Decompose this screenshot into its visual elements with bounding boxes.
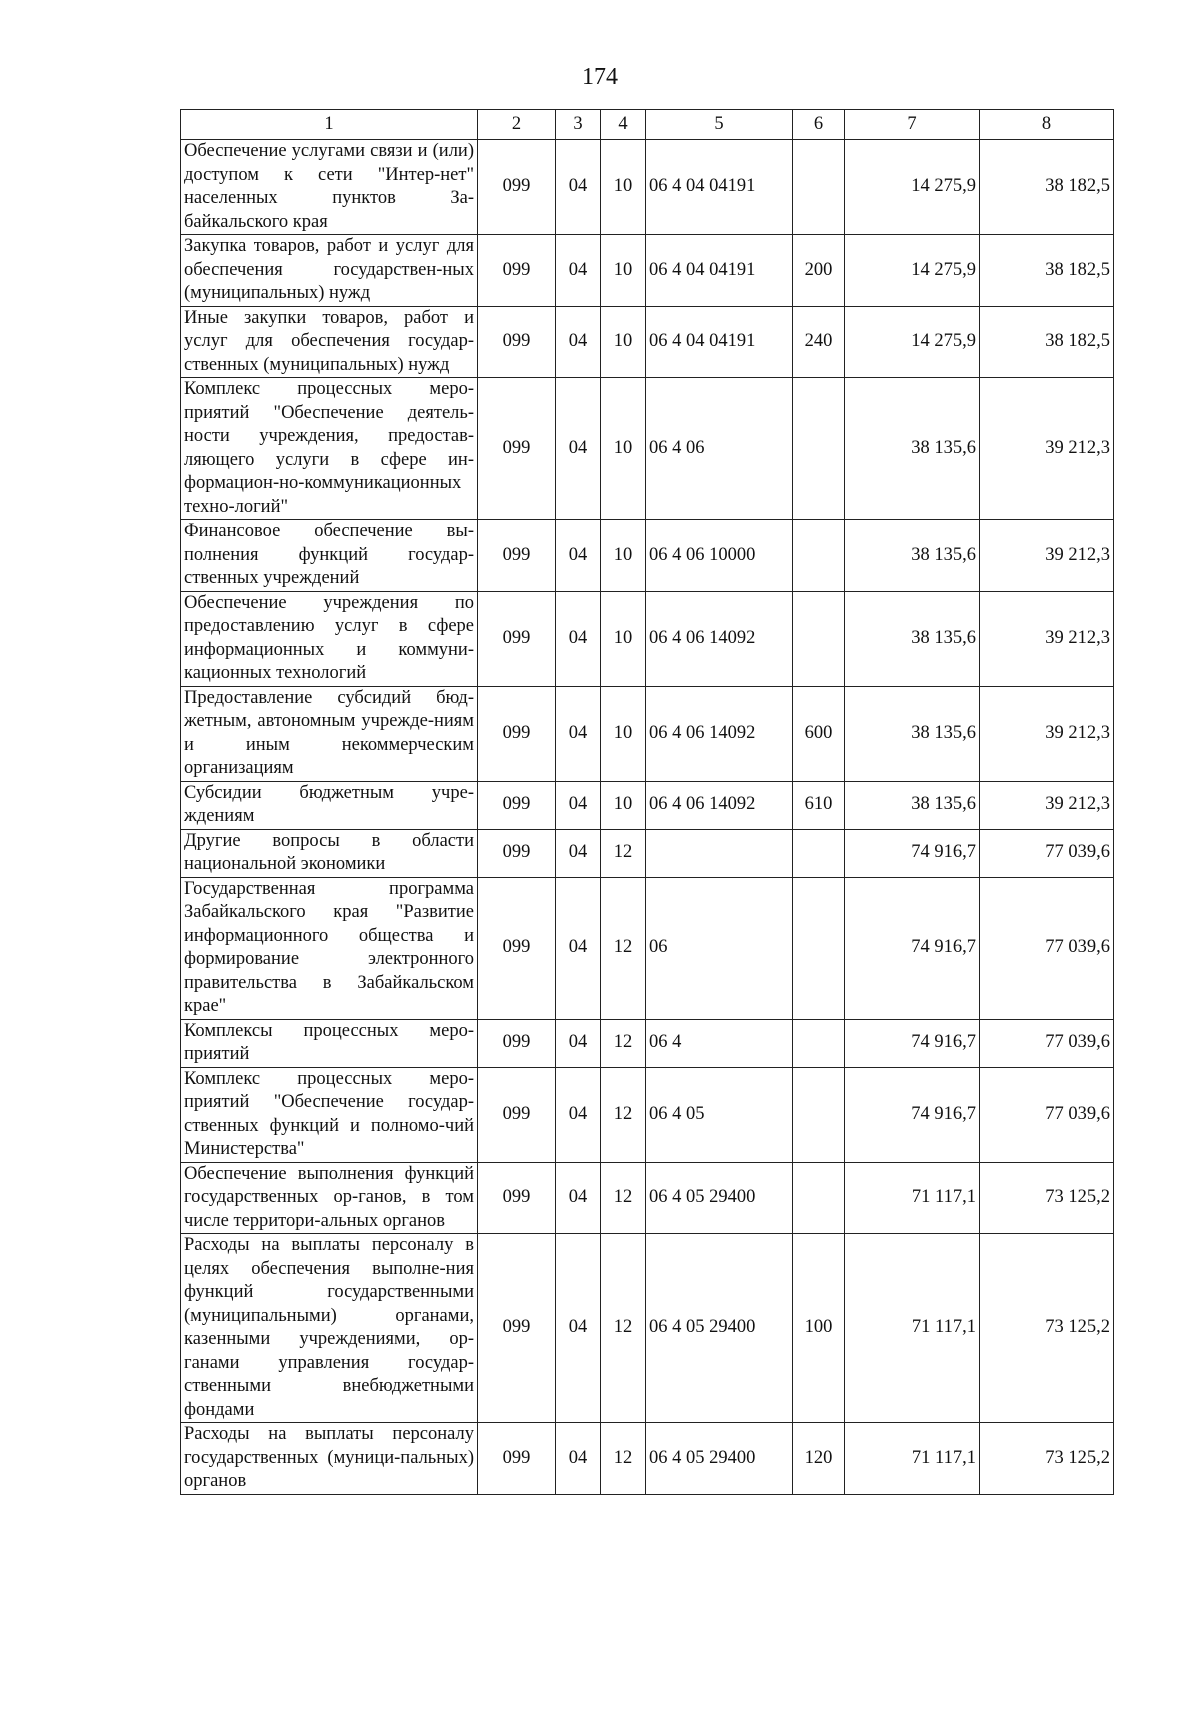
cell-subsection-code: 12 [601,1019,646,1067]
cell-subsection-code: 10 [601,306,646,378]
cell-expense-type: 120 [793,1423,845,1495]
table-row [181,686,1114,781]
table-row [181,378,1114,520]
cell-amount-year-1: 14 275,9 [845,140,980,235]
cell-amount-year-2: 38 182,5 [980,140,1114,235]
cell-target-article: 06 [646,877,793,1019]
page-number: 174 [582,64,618,90]
cell-amount-year-2: 77 039,6 [980,877,1114,1019]
cell-section-code: 04 [556,1423,601,1495]
cell-ministry-code: 099 [478,140,556,235]
cell-expense-type [793,520,845,592]
row-description: Финансовое обеспечение вы-полнения функций государ-ственных учреждений [181,520,478,592]
cell-expense-type [793,1019,845,1067]
cell-expense-type: 600 [793,686,845,781]
cell-target-article: 06 4 06 14092 [646,591,793,686]
table-row [181,877,1114,1019]
cell-expense-type: 240 [793,306,845,378]
cell-subsection-code: 12 [601,877,646,1019]
column-header: 3 [556,110,601,140]
table-row [181,1067,1114,1162]
cell-target-article: 06 4 06 14092 [646,781,793,829]
cell-amount-year-2: 73 125,2 [980,1423,1114,1495]
cell-section-code: 04 [556,686,601,781]
cell-ministry-code: 099 [478,781,556,829]
cell-subsection-code: 10 [601,591,646,686]
table-row [181,1234,1114,1423]
header-row [181,110,1114,140]
cell-ministry-code: 099 [478,1234,556,1423]
cell-expense-type: 610 [793,781,845,829]
cell-section-code: 04 [556,378,601,520]
cell-ministry-code: 099 [478,877,556,1019]
budget-table [180,109,1114,1495]
cell-ministry-code: 099 [478,306,556,378]
cell-section-code: 04 [556,140,601,235]
table-row [181,1162,1114,1234]
cell-section-code: 04 [556,1067,601,1162]
cell-section-code: 04 [556,781,601,829]
row-description: Комплекс процессных меро-приятий "Обеспечение государ-ственных функций и полномо-чий Министерства" [181,1067,478,1162]
cell-amount-year-1: 71 117,1 [845,1423,980,1495]
cell-subsection-code: 12 [601,829,646,877]
row-description: Расходы на выплаты персоналу в целях обеспечения выполне-ния функций государственными (муниципальными) органами, казенными учреждениями, ор-ганами управления государ-ственными внебюджетными фондами [181,1234,478,1423]
cell-target-article: 06 4 04 04191 [646,140,793,235]
cell-amount-year-1: 71 117,1 [845,1162,980,1234]
column-header: 5 [646,110,793,140]
cell-amount-year-2: 73 125,2 [980,1162,1114,1234]
cell-ministry-code: 099 [478,1019,556,1067]
cell-expense-type: 100 [793,1234,845,1423]
cell-target-article: 06 4 05 29400 [646,1162,793,1234]
row-description: Обеспечение услугами связи и (или) доступом к сети "Интер-нет" населенных пунктов За-байкальского края [181,140,478,235]
cell-subsection-code: 10 [601,378,646,520]
row-description: Обеспечение учреждения по предоставлению услуг в сфере информационных и коммуни-кационных технологий [181,591,478,686]
cell-amount-year-1: 38 135,6 [845,520,980,592]
cell-target-article: 06 4 05 [646,1067,793,1162]
column-header: 8 [980,110,1114,140]
cell-amount-year-1: 38 135,6 [845,591,980,686]
cell-ministry-code: 099 [478,378,556,520]
table-row [181,1423,1114,1495]
cell-section-code: 04 [556,235,601,307]
table-row [181,306,1114,378]
cell-section-code: 04 [556,520,601,592]
cell-amount-year-1: 14 275,9 [845,235,980,307]
cell-amount-year-1: 14 275,9 [845,306,980,378]
cell-subsection-code: 12 [601,1234,646,1423]
cell-target-article: 06 4 05 29400 [646,1234,793,1423]
row-description: Другие вопросы в области национальной экономики [181,829,478,877]
table-row [181,235,1114,307]
cell-target-article: 06 4 04 04191 [646,306,793,378]
cell-subsection-code: 10 [601,686,646,781]
cell-amount-year-1: 74 916,7 [845,829,980,877]
cell-amount-year-2: 39 212,3 [980,686,1114,781]
cell-section-code: 04 [556,1234,601,1423]
row-description: Закупка товаров, работ и услуг для обеспечения государствен-ных (муниципальных) нужд [181,235,478,307]
cell-target-article: 06 4 06 14092 [646,686,793,781]
cell-amount-year-2: 77 039,6 [980,1067,1114,1162]
cell-subsection-code: 10 [601,520,646,592]
row-description: Комплексы процессных меро-приятий [181,1019,478,1067]
cell-subsection-code: 10 [601,235,646,307]
row-description: Расходы на выплаты персоналу государственных (муници-пальных) органов [181,1423,478,1495]
row-description: Иные закупки товаров, работ и услуг для обеспечения государ-ственных (муниципальных) нужд [181,306,478,378]
cell-amount-year-1: 38 135,6 [845,686,980,781]
table-body [181,140,1114,1495]
cell-amount-year-2: 38 182,5 [980,235,1114,307]
table-row [181,829,1114,877]
column-header: 1 [181,110,478,140]
row-description: Субсидии бюджетным учре-ждениям [181,781,478,829]
cell-expense-type: 200 [793,235,845,307]
cell-ministry-code: 099 [478,235,556,307]
table-row [181,1019,1114,1067]
cell-amount-year-2: 77 039,6 [980,1019,1114,1067]
cell-expense-type [793,1067,845,1162]
cell-ministry-code: 099 [478,591,556,686]
cell-amount-year-1: 74 916,7 [845,877,980,1019]
cell-ministry-code: 099 [478,686,556,781]
cell-amount-year-2: 39 212,3 [980,520,1114,592]
cell-ministry-code: 099 [478,1162,556,1234]
cell-subsection-code: 10 [601,140,646,235]
cell-ministry-code: 099 [478,520,556,592]
cell-amount-year-1: 71 117,1 [845,1234,980,1423]
row-description: Государственная программа Забайкальского края "Развитие информационного общества и формирование электронного правительства в Забайкальском крае" [181,877,478,1019]
column-header: 7 [845,110,980,140]
cell-subsection-code: 10 [601,781,646,829]
cell-expense-type [793,591,845,686]
cell-target-article: 06 4 06 [646,378,793,520]
cell-target-article: 06 4 06 10000 [646,520,793,592]
table-row [181,520,1114,592]
cell-ministry-code: 099 [478,829,556,877]
cell-amount-year-2: 39 212,3 [980,378,1114,520]
row-description: Предоставление субсидий бюд-жетным, автономным учрежде-ниям и иным некоммерческим организациям [181,686,478,781]
cell-section-code: 04 [556,877,601,1019]
column-header: 6 [793,110,845,140]
cell-ministry-code: 099 [478,1423,556,1495]
cell-amount-year-2: 39 212,3 [980,591,1114,686]
table-row [181,591,1114,686]
cell-section-code: 04 [556,306,601,378]
cell-amount-year-2: 73 125,2 [980,1234,1114,1423]
cell-amount-year-2: 77 039,6 [980,829,1114,877]
table-row [181,781,1114,829]
cell-amount-year-2: 39 212,3 [980,781,1114,829]
cell-subsection-code: 12 [601,1162,646,1234]
cell-expense-type [793,1162,845,1234]
table-row [181,140,1114,235]
cell-expense-type [793,378,845,520]
column-header: 4 [601,110,646,140]
cell-expense-type [793,829,845,877]
cell-subsection-code: 12 [601,1423,646,1495]
cell-amount-year-1: 38 135,6 [845,378,980,520]
cell-section-code: 04 [556,591,601,686]
cell-expense-type [793,877,845,1019]
cell-section-code: 04 [556,1019,601,1067]
cell-expense-type [793,140,845,235]
cell-section-code: 04 [556,829,601,877]
row-description: Комплекс процессных меро-приятий "Обеспечение деятель-ности учреждения, предостав-ляющего услуги в сфере ин-формацион-но-коммуникационных техно-логий" [181,378,478,520]
row-description: Обеспечение выполнения функций государственных ор-ганов, в том числе территори-альных органов [181,1162,478,1234]
cell-target-article: 06 4 [646,1019,793,1067]
cell-subsection-code: 12 [601,1067,646,1162]
cell-amount-year-2: 38 182,5 [980,306,1114,378]
cell-target-article [646,829,793,877]
column-header: 2 [478,110,556,140]
cell-target-article: 06 4 05 29400 [646,1423,793,1495]
cell-section-code: 04 [556,1162,601,1234]
cell-target-article: 06 4 04 04191 [646,235,793,307]
cell-ministry-code: 099 [478,1067,556,1162]
cell-amount-year-1: 74 916,7 [845,1067,980,1162]
cell-amount-year-1: 74 916,7 [845,1019,980,1067]
cell-amount-year-1: 38 135,6 [845,781,980,829]
